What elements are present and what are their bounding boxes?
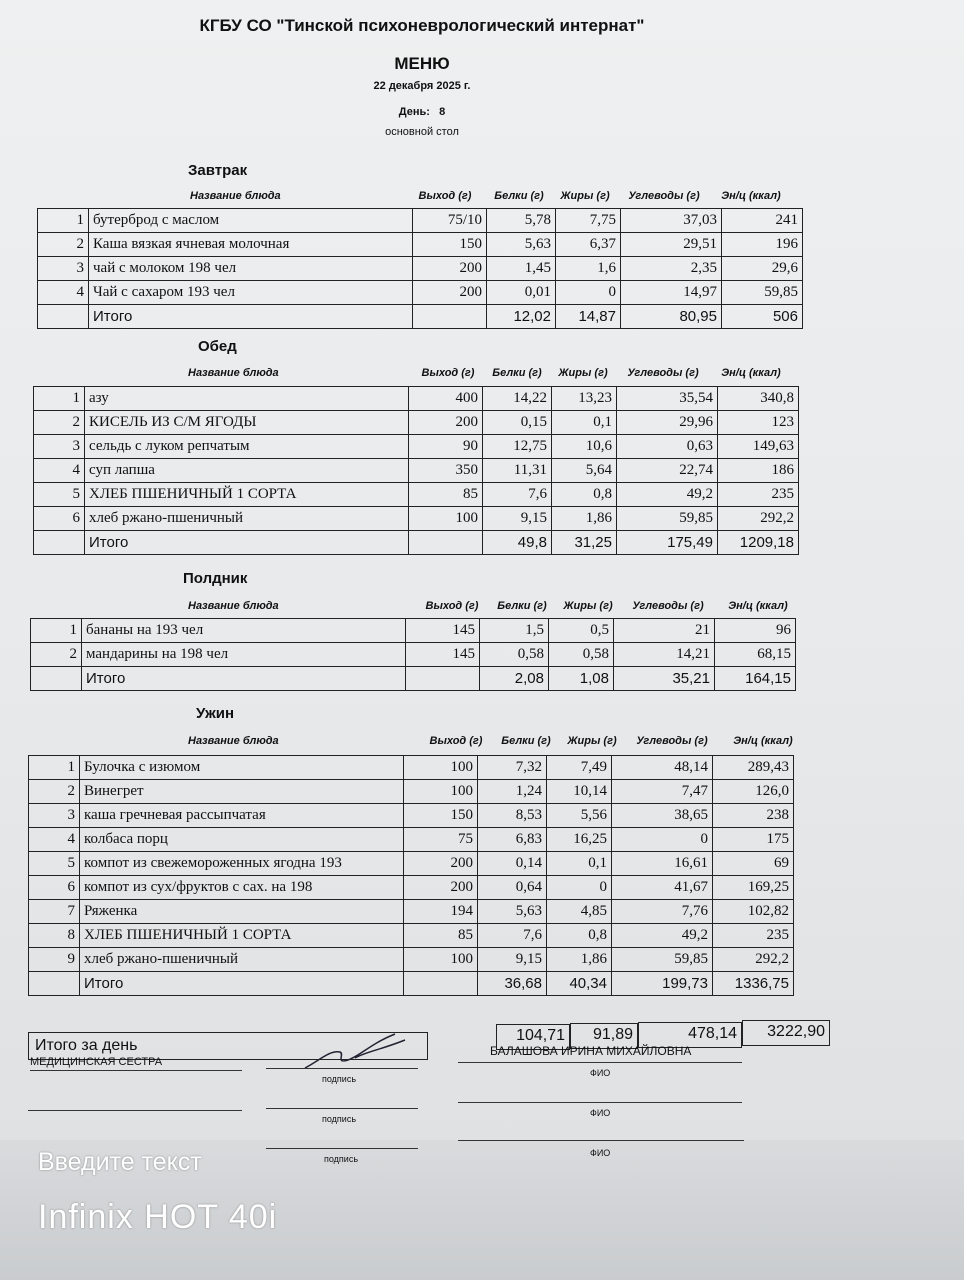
cell-fat: 1,08 bbox=[549, 667, 614, 691]
cell-carb: 0,63 bbox=[617, 435, 718, 459]
snack-table bbox=[30, 618, 796, 691]
section-title-snack: Полдник bbox=[183, 570, 248, 587]
cell-name: Ряженка bbox=[80, 900, 404, 924]
signature-caption: подпись bbox=[322, 1114, 357, 1124]
day-total-label: Итого за день bbox=[28, 1032, 428, 1060]
cell-label: Итого bbox=[85, 531, 409, 555]
cell-energy: 29,6 bbox=[722, 257, 803, 281]
table-row bbox=[34, 459, 799, 483]
col-carb: Углеводы (г) bbox=[628, 190, 700, 202]
column-header-breakfast bbox=[190, 190, 791, 202]
cell-out: 145 bbox=[406, 643, 480, 667]
table-row bbox=[34, 411, 799, 435]
cell-n: 1 bbox=[29, 756, 80, 780]
table-row bbox=[34, 507, 799, 531]
nurse-label: МЕДИЦИНСКАЯ СЕСТРА bbox=[30, 1056, 163, 1068]
cell-prot: 36,68 bbox=[478, 972, 547, 996]
cell-prot: 12,02 bbox=[487, 305, 556, 329]
cell-empty bbox=[406, 667, 480, 691]
cell-out: 200 bbox=[409, 411, 483, 435]
breakfast-table bbox=[37, 208, 803, 329]
cell-carb: 2,35 bbox=[621, 257, 722, 281]
cell-carb: 35,21 bbox=[614, 667, 715, 691]
cell-prot: 7,6 bbox=[478, 924, 547, 948]
col-name: Название блюда bbox=[188, 735, 279, 747]
cell-out: 100 bbox=[409, 507, 483, 531]
cell-fat: 14,87 bbox=[556, 305, 621, 329]
cell-name: хлеб ржано-пшеничный bbox=[80, 948, 404, 972]
cell-prot: 0,64 bbox=[478, 876, 547, 900]
col-fat: Жиры (г) bbox=[563, 600, 613, 612]
cell-n: 6 bbox=[29, 876, 80, 900]
nurse-signature-line bbox=[30, 1070, 242, 1071]
table-row bbox=[38, 233, 803, 257]
fio-caption: ФИО bbox=[590, 1108, 611, 1118]
total-row bbox=[34, 531, 799, 555]
column-header-snack bbox=[188, 600, 800, 612]
cell-out: 194 bbox=[404, 900, 478, 924]
table-row bbox=[29, 804, 794, 828]
cell-n: 1 bbox=[38, 209, 89, 233]
cell-empty bbox=[404, 972, 478, 996]
cell-empty bbox=[38, 305, 89, 329]
cell-energy: 96 bbox=[715, 619, 796, 643]
cell-n: 3 bbox=[29, 804, 80, 828]
cell-label: Итого bbox=[82, 667, 406, 691]
dinner-table bbox=[28, 755, 794, 996]
cell-carb: 199,73 bbox=[612, 972, 713, 996]
cell-carb: 59,85 bbox=[617, 507, 718, 531]
cell-prot: 11,31 bbox=[483, 459, 552, 483]
cell-energy: 175 bbox=[713, 828, 794, 852]
cell-out: 100 bbox=[404, 756, 478, 780]
cell-energy: 69 bbox=[713, 852, 794, 876]
cell-name: бутерброд с маслом bbox=[89, 209, 413, 233]
cell-carb: 16,61 bbox=[612, 852, 713, 876]
table-row bbox=[34, 483, 799, 507]
cell-fat: 0,58 bbox=[549, 643, 614, 667]
cell-n: 4 bbox=[34, 459, 85, 483]
cell-name: хлеб ржано-пшеничный bbox=[85, 507, 409, 531]
menu-day bbox=[0, 106, 904, 118]
text-input-hint[interactable]: Введите текст bbox=[38, 1148, 202, 1176]
col-name: Название блюда bbox=[188, 600, 279, 612]
fio-caption: ФИО bbox=[590, 1068, 611, 1078]
table-row bbox=[29, 780, 794, 804]
section-title-lunch: Обед bbox=[198, 338, 237, 355]
cell-fat: 7,75 bbox=[556, 209, 621, 233]
cell-energy: 164,15 bbox=[715, 667, 796, 691]
cell-prot: 9,15 bbox=[483, 507, 552, 531]
cell-carb: 14,21 bbox=[614, 643, 715, 667]
fio-line bbox=[458, 1140, 744, 1141]
col-prot: Белки (г) bbox=[492, 367, 542, 379]
cell-carb: 29,96 bbox=[617, 411, 718, 435]
cell-name: мандарины на 198 чел bbox=[82, 643, 406, 667]
cell-n: 2 bbox=[29, 780, 80, 804]
cell-empty bbox=[409, 531, 483, 555]
camera-watermark: Infinix HOT 40i bbox=[38, 1198, 278, 1236]
cell-prot: 2,08 bbox=[480, 667, 549, 691]
cell-name: сельдь с луком репчатым bbox=[85, 435, 409, 459]
cell-energy: 68,15 bbox=[715, 643, 796, 667]
cell-fat: 0,5 bbox=[549, 619, 614, 643]
cell-carb: 22,74 bbox=[617, 459, 718, 483]
cell-energy: 289,43 bbox=[713, 756, 794, 780]
cell-fat: 5,64 bbox=[552, 459, 617, 483]
cell-energy: 126,0 bbox=[713, 780, 794, 804]
cell-prot: 7,32 bbox=[478, 756, 547, 780]
cell-carb: 175,49 bbox=[617, 531, 718, 555]
fio-caption: ФИО bbox=[590, 1148, 611, 1158]
col-prot: Белки (г) bbox=[494, 190, 544, 202]
nurse-signature-line bbox=[28, 1110, 242, 1111]
cell-fat: 4,85 bbox=[547, 900, 612, 924]
cell-carb: 38,65 bbox=[612, 804, 713, 828]
fio-name: БАЛАШОВА ИРИНА МИХАЙЛОВНА bbox=[490, 1044, 692, 1058]
cell-carb: 80,95 bbox=[621, 305, 722, 329]
cell-prot: 5,78 bbox=[487, 209, 556, 233]
cell-out: 100 bbox=[404, 780, 478, 804]
cell-name: чай с молоком 198 чел bbox=[89, 257, 413, 281]
cell-energy: 102,82 bbox=[713, 900, 794, 924]
day-total-carb: 478,14 bbox=[638, 1022, 742, 1048]
cell-name: Винегрет bbox=[80, 780, 404, 804]
cell-prot: 0,14 bbox=[478, 852, 547, 876]
cell-out: 200 bbox=[404, 852, 478, 876]
menu-date: 22 декабря 2025 г. bbox=[373, 80, 471, 92]
cell-name: азу bbox=[85, 387, 409, 411]
cell-out: 85 bbox=[409, 483, 483, 507]
col-energy: Эн/ц (ккал) bbox=[721, 367, 781, 379]
cell-energy: 241 bbox=[722, 209, 803, 233]
fio-line bbox=[458, 1102, 742, 1103]
cell-fat: 0,1 bbox=[547, 852, 612, 876]
cell-energy: 235 bbox=[718, 483, 799, 507]
fio-line bbox=[458, 1062, 742, 1063]
cell-fat: 40,34 bbox=[547, 972, 612, 996]
cell-out: 200 bbox=[413, 281, 487, 305]
cell-energy: 292,2 bbox=[718, 507, 799, 531]
cell-energy: 340,8 bbox=[718, 387, 799, 411]
cell-energy: 506 bbox=[722, 305, 803, 329]
signature-line bbox=[266, 1148, 418, 1149]
cell-fat: 6,37 bbox=[556, 233, 621, 257]
col-name: Название блюда bbox=[188, 367, 279, 379]
cell-empty bbox=[34, 531, 85, 555]
cell-out: 75/10 bbox=[413, 209, 487, 233]
cell-carb: 7,76 bbox=[612, 900, 713, 924]
cell-name: суп лапша bbox=[85, 459, 409, 483]
cell-fat: 31,25 bbox=[552, 531, 617, 555]
cell-energy: 186 bbox=[718, 459, 799, 483]
cell-n: 3 bbox=[38, 257, 89, 281]
total-row bbox=[31, 667, 796, 691]
cell-prot: 0,01 bbox=[487, 281, 556, 305]
cell-name: Каша вязкая ячневая молочная bbox=[89, 233, 413, 257]
cell-out: 75 bbox=[404, 828, 478, 852]
table-row bbox=[31, 643, 796, 667]
col-energy: Эн/ц (ккал) bbox=[733, 735, 793, 747]
cell-n: 3 bbox=[34, 435, 85, 459]
table-row bbox=[38, 209, 803, 233]
cell-fat: 1,6 bbox=[556, 257, 621, 281]
lunch-table bbox=[33, 386, 799, 555]
cell-carb: 21 bbox=[614, 619, 715, 643]
table-row bbox=[29, 756, 794, 780]
cell-n: 4 bbox=[29, 828, 80, 852]
table-row bbox=[34, 435, 799, 459]
col-energy: Эн/ц (ккал) bbox=[728, 600, 788, 612]
cell-out: 200 bbox=[413, 257, 487, 281]
cell-prot: 0,15 bbox=[483, 411, 552, 435]
cell-name: ХЛЕБ ПШЕНИЧНЫЙ 1 СОРТА bbox=[80, 924, 404, 948]
cell-prot: 1,24 bbox=[478, 780, 547, 804]
table-row bbox=[29, 900, 794, 924]
cell-name: Булочка с изюмом bbox=[80, 756, 404, 780]
cell-n: 6 bbox=[34, 507, 85, 531]
cell-energy: 149,63 bbox=[718, 435, 799, 459]
cell-out: 85 bbox=[404, 924, 478, 948]
cell-fat: 5,56 bbox=[547, 804, 612, 828]
cell-fat: 10,6 bbox=[552, 435, 617, 459]
col-out: Выход (г) bbox=[429, 735, 483, 747]
cell-carb: 0 bbox=[612, 828, 713, 852]
cell-energy: 1209,18 bbox=[718, 531, 799, 555]
day-label: День: bbox=[398, 106, 430, 118]
signature-line bbox=[266, 1068, 418, 1069]
cell-prot: 6,83 bbox=[478, 828, 547, 852]
cell-label: Итого bbox=[80, 972, 404, 996]
table-row bbox=[29, 828, 794, 852]
cell-energy: 59,85 bbox=[722, 281, 803, 305]
cell-empty bbox=[413, 305, 487, 329]
signature-caption: подпись bbox=[322, 1074, 357, 1084]
col-carb: Углеводы (г) bbox=[627, 367, 699, 379]
cell-fat: 13,23 bbox=[552, 387, 617, 411]
table-row bbox=[29, 924, 794, 948]
cell-n: 1 bbox=[34, 387, 85, 411]
cell-n: 2 bbox=[34, 411, 85, 435]
table-kind: основной стол bbox=[385, 126, 459, 138]
section-title-breakfast: Завтрак bbox=[188, 162, 248, 179]
cell-prot: 49,8 bbox=[483, 531, 552, 555]
cell-fat: 0,8 bbox=[552, 483, 617, 507]
cell-name: компот из свежемороженных ягодна 193 bbox=[80, 852, 404, 876]
cell-fat: 1,86 bbox=[552, 507, 617, 531]
col-out: Выход (г) bbox=[418, 190, 472, 202]
cell-out: 150 bbox=[404, 804, 478, 828]
cell-fat: 0 bbox=[556, 281, 621, 305]
table-row bbox=[29, 852, 794, 876]
cell-prot: 12,75 bbox=[483, 435, 552, 459]
cell-n: 9 bbox=[29, 948, 80, 972]
cell-n: 2 bbox=[31, 643, 82, 667]
cell-n: 5 bbox=[34, 483, 85, 507]
cell-energy: 123 bbox=[718, 411, 799, 435]
cell-label: Итого bbox=[89, 305, 413, 329]
cell-prot: 5,63 bbox=[478, 900, 547, 924]
cell-carb: 49,2 bbox=[617, 483, 718, 507]
col-carb: Углеводы (г) bbox=[636, 735, 708, 747]
day-total-energy: 3222,90 bbox=[742, 1020, 830, 1046]
day-total-fat: 91,89 bbox=[570, 1023, 638, 1049]
cell-energy: 169,25 bbox=[713, 876, 794, 900]
cell-n: 5 bbox=[29, 852, 80, 876]
col-out: Выход (г) bbox=[421, 367, 475, 379]
cell-carb: 59,85 bbox=[612, 948, 713, 972]
cell-carb: 48,14 bbox=[612, 756, 713, 780]
table-row bbox=[38, 281, 803, 305]
cell-out: 100 bbox=[404, 948, 478, 972]
section-title-dinner: Ужин bbox=[196, 705, 235, 722]
cell-n: 8 bbox=[29, 924, 80, 948]
cell-energy: 1336,75 bbox=[713, 972, 794, 996]
col-carb: Углеводы (г) bbox=[632, 600, 704, 612]
cell-carb: 41,67 bbox=[612, 876, 713, 900]
cell-carb: 49,2 bbox=[612, 924, 713, 948]
cell-out: 150 bbox=[413, 233, 487, 257]
col-energy: Эн/ц (ккал) bbox=[721, 190, 781, 202]
cell-out: 200 bbox=[404, 876, 478, 900]
table-row bbox=[29, 876, 794, 900]
cell-energy: 235 bbox=[713, 924, 794, 948]
col-out: Выход (г) bbox=[425, 600, 479, 612]
cell-out: 350 bbox=[409, 459, 483, 483]
col-fat: Жиры (г) bbox=[567, 735, 617, 747]
cell-out: 400 bbox=[409, 387, 483, 411]
cell-n: 1 bbox=[31, 619, 82, 643]
menu-title: МЕНЮ bbox=[394, 54, 450, 73]
cell-name: компот из сух/фруктов с сах. на 198 bbox=[80, 876, 404, 900]
cell-name: Чай с сахаром 193 чел bbox=[89, 281, 413, 305]
table-row bbox=[38, 257, 803, 281]
column-header-lunch bbox=[188, 367, 791, 379]
cell-energy: 292,2 bbox=[713, 948, 794, 972]
cell-empty bbox=[31, 667, 82, 691]
table-row bbox=[34, 387, 799, 411]
cell-carb: 35,54 bbox=[617, 387, 718, 411]
cell-prot: 1,5 bbox=[480, 619, 549, 643]
cell-fat: 0 bbox=[547, 876, 612, 900]
cell-fat: 16,25 bbox=[547, 828, 612, 852]
cell-fat: 10,14 bbox=[547, 780, 612, 804]
day-total-prot: 104,71 bbox=[496, 1024, 570, 1050]
col-prot: Белки (г) bbox=[501, 735, 551, 747]
cell-carb: 29,51 bbox=[621, 233, 722, 257]
signature-line bbox=[266, 1108, 418, 1109]
cell-carb: 14,97 bbox=[621, 281, 722, 305]
cell-prot: 9,15 bbox=[478, 948, 547, 972]
cell-fat: 1,86 bbox=[547, 948, 612, 972]
col-name: Название блюда bbox=[190, 190, 281, 202]
cell-carb: 7,47 bbox=[612, 780, 713, 804]
cell-prot: 14,22 bbox=[483, 387, 552, 411]
cell-name: ХЛЕБ ПШЕНИЧНЫЙ 1 СОРТА bbox=[85, 483, 409, 507]
table-row bbox=[29, 948, 794, 972]
cell-n: 4 bbox=[38, 281, 89, 305]
col-fat: Жиры (г) bbox=[558, 367, 608, 379]
column-header-dinner bbox=[188, 735, 806, 747]
cell-n: 7 bbox=[29, 900, 80, 924]
col-fat: Жиры (г) bbox=[560, 190, 610, 202]
day-value: 8 bbox=[439, 106, 446, 118]
signature-caption: подпись bbox=[324, 1154, 359, 1164]
cell-prot: 8,53 bbox=[478, 804, 547, 828]
cell-fat: 0,8 bbox=[547, 924, 612, 948]
total-row bbox=[29, 972, 794, 996]
cell-out: 90 bbox=[409, 435, 483, 459]
cell-prot: 7,6 bbox=[483, 483, 552, 507]
cell-energy: 196 bbox=[722, 233, 803, 257]
cell-fat: 7,49 bbox=[547, 756, 612, 780]
table-row bbox=[31, 619, 796, 643]
cell-carb: 37,03 bbox=[621, 209, 722, 233]
cell-prot: 1,45 bbox=[487, 257, 556, 281]
organization-name: КГБУ СО "Тинской психоневрологический интернат" bbox=[199, 16, 645, 35]
cell-name: колбаса порц bbox=[80, 828, 404, 852]
cell-out: 145 bbox=[406, 619, 480, 643]
cell-prot: 0,58 bbox=[480, 643, 549, 667]
cell-empty bbox=[29, 972, 80, 996]
cell-name: каша гречневая рассыпчатая bbox=[80, 804, 404, 828]
cell-name: бананы на 193 чел bbox=[82, 619, 406, 643]
cell-name: КИСЕЛЬ ИЗ С/М ЯГОДЫ bbox=[85, 411, 409, 435]
cell-n: 2 bbox=[38, 233, 89, 257]
cell-fat: 0,1 bbox=[552, 411, 617, 435]
cell-prot: 5,63 bbox=[487, 233, 556, 257]
total-row bbox=[38, 305, 803, 329]
cell-energy: 238 bbox=[713, 804, 794, 828]
col-prot: Белки (г) bbox=[497, 600, 547, 612]
